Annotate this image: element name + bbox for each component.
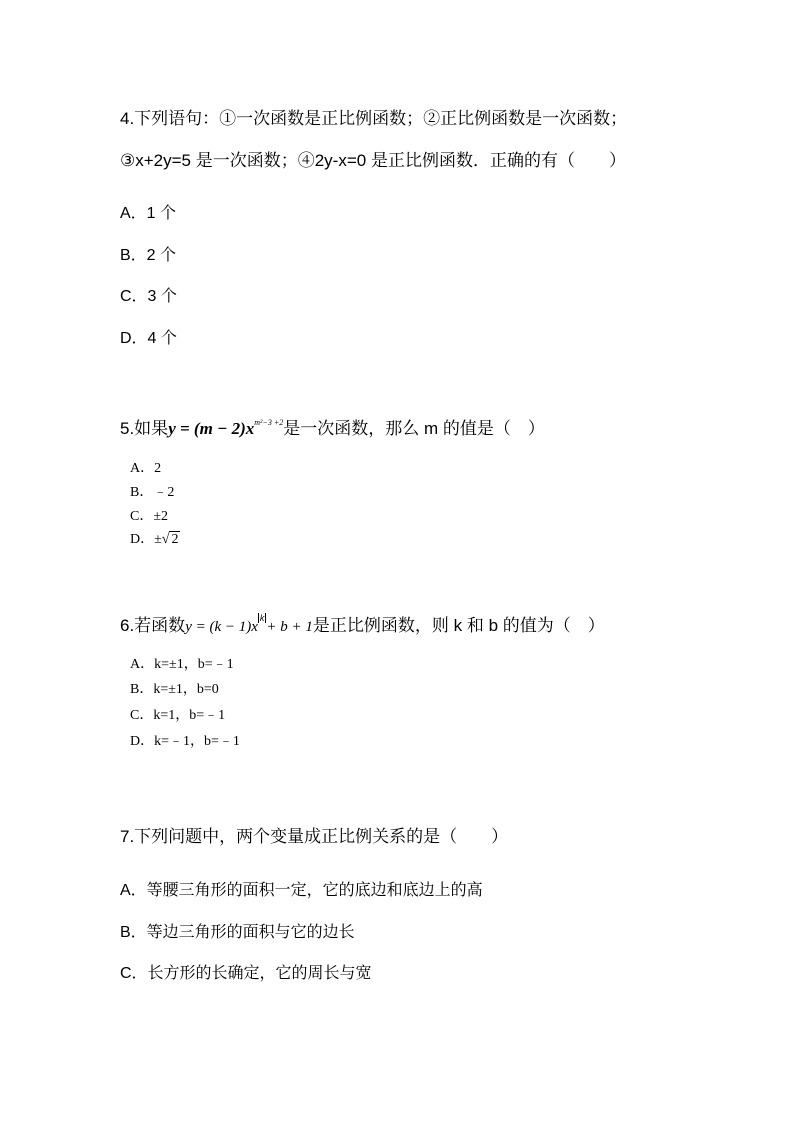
q5-option-c: C．±2: [130, 509, 169, 524]
q5-formula: y = (m − 2)x: [168, 419, 255, 438]
q7-option-a: A．等腰三角形的面积一定，它的底边和底边上的高: [120, 882, 483, 899]
q5-option-b: B．﹣2: [130, 485, 175, 500]
q4-option-c: C．3 个: [120, 288, 177, 305]
q4-option-a: A．1 个: [120, 205, 177, 222]
q4-option-d: D．4 个: [120, 330, 177, 347]
q6-prefix: 6.若函数: [120, 616, 186, 635]
q5-option-d: D．±: [130, 532, 162, 547]
q5-exponent: m²−3 +2: [254, 418, 284, 427]
q6-formula-exp: k: [259, 613, 265, 623]
q6-formula-right: + b + 1: [266, 619, 313, 635]
q6-option-c: C．k=1，b=﹣1: [130, 708, 226, 723]
q4-stem-line1: 4.下列语句：①一次函数是正比例函数；②正比例函数是一次函数；: [120, 109, 628, 128]
q5-option-d-row: [130, 531, 180, 549]
q7-stem: 7.下列问题中，两个变量成正比例关系的是（ ）: [120, 827, 509, 846]
q6-suffix: 是正比例函数，则 k 和 b 的值为（ ）: [312, 616, 605, 635]
q6-formula-left: y = (k − 1)x: [185, 619, 258, 635]
q5-stem: [120, 412, 545, 440]
q6-option-d: D．k=﹣1，b=﹣1: [130, 734, 240, 749]
q7-option-b: B．等边三角形的面积与它的边长: [120, 924, 355, 941]
q5-prefix: 5.如果: [120, 419, 169, 438]
q6-option-a: A．k=±1，b=﹣1: [130, 657, 234, 672]
sqrt-symbol: √ 2: [161, 532, 179, 547]
q5-suffix: 是一次函数，那么 m 的值是（ ）: [283, 419, 545, 438]
q4-stem-line2: ③x+2y=5 是一次函数；④2y-x=0 是正比例函数．正确的有（ ）: [120, 151, 626, 170]
q5-option-a: A．2: [130, 461, 162, 476]
q6-option-b: B．k=±1，b=0: [130, 682, 219, 697]
q4-option-b: B．2 个: [120, 247, 177, 264]
q6-stem: [120, 613, 605, 638]
sqrt-radicand: 2: [171, 532, 179, 547]
q7-option-c: C．长方形的长确定，它的周长与宽: [120, 965, 372, 982]
